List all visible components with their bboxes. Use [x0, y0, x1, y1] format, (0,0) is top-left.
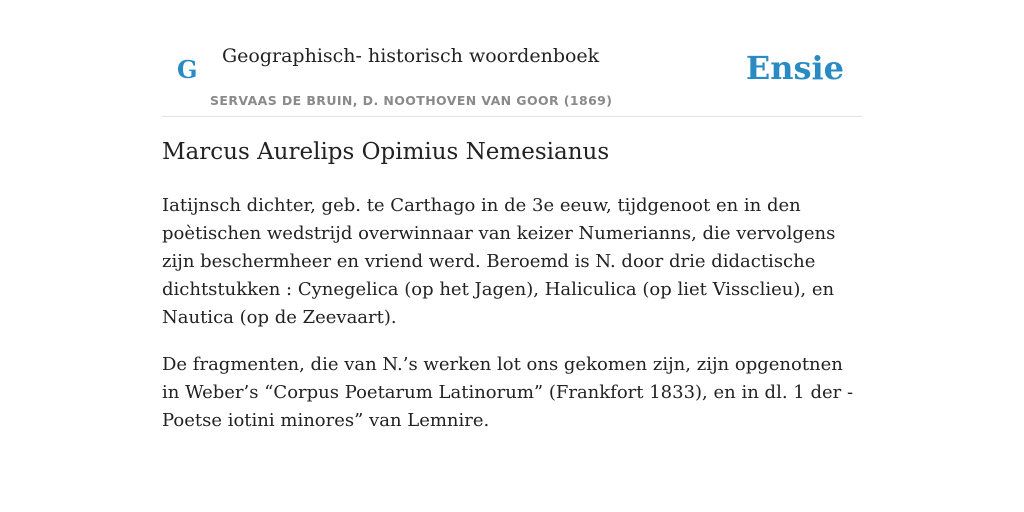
book-logo-icon: G — [177, 55, 198, 84]
ensie-logo[interactable]: Ensie — [745, 49, 844, 87]
source-header — [162, 0, 862, 117]
book-title[interactable]: Geographisch- historisch woordenboek — [222, 45, 600, 67]
entry-paragraph: Iatijnsch dichter, geb. te Carthago in de 3e eeuw, tijdgenoot en in den poètischen wedstrijd overwinnaar van keizer Numerianns, die vervolgens zijn beschermheer en vriend werd. Beroemd is N. door drie didactische dichtstukken : Cynegelica (op het Jagen), Haliculica (op liet Vissclieu), en Nautica (op de Zeevaart). — [162, 195, 836, 328]
entry-title: Marcus Aurelips Opimius Nemesianus — [162, 139, 610, 165]
entry-paragraph: De fragmenten, die van N.’s werken lot ons gekomen zijn, zijn opgenotnen in Weber’s “Corpus Poetarum Latinorum” (Frankfort 1833), en in dl. 1 der -Poetse iotini minores” van Lemnire. — [162, 354, 854, 431]
entry-body — [162, 192, 862, 454]
book-author: SERVAAS DE BRUIN, D. NOOTHOVEN VAN GOOR (1869) — [210, 93, 613, 108]
